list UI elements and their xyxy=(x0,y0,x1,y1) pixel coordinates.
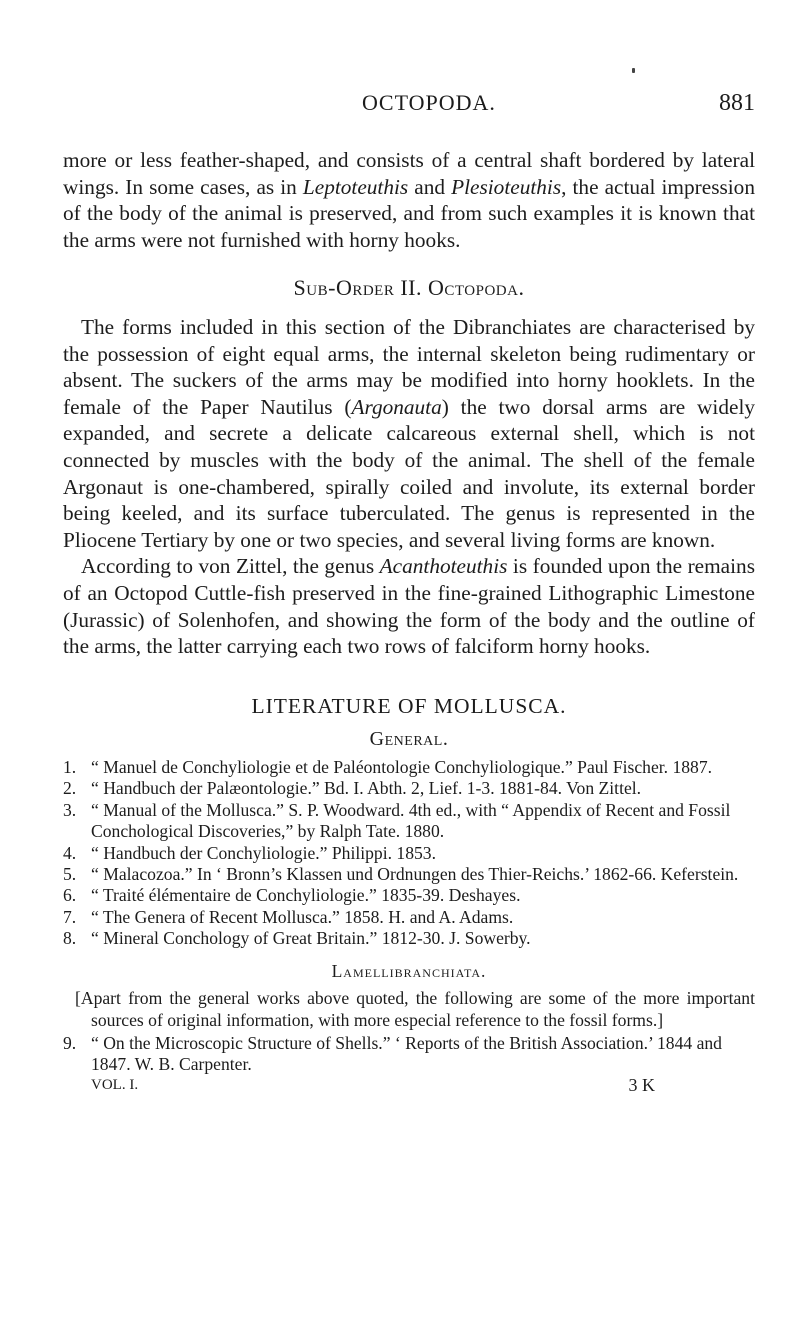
genus-name: Plesioteuthis xyxy=(451,174,562,199)
reference-item xyxy=(63,800,755,843)
text-run: ) the two dorsal arms are widely expanded, and secrete a delicate calcareous external shell, which is not connected by muscles with the body of the animal. The shell of the female Argonaut is one-chambered, spirally coiled and involute, its external border being keeled, and its surface tuberculated. The genus is represented in the Pliocene Tertiary by one or two species, and several living forms are known. xyxy=(63,394,756,552)
lamellibranchiata-note: [Apart from the general works above quoted, the following are some of the more important sources of original information, with more especial reference to the fossil forms.] xyxy=(75,988,755,1030)
general-references xyxy=(63,757,755,950)
reference-text: “ The Genera of Recent Mollusca.” 1858. H. and A. Adams. xyxy=(91,906,514,927)
reference-text: “ Manuel de Conchyliologie et de Paléontologie Conchyliologique.” Paul Fischer. 1887. xyxy=(91,756,713,777)
reference-number: 4. xyxy=(63,842,77,863)
literature-heading: LITERATURE OF MOLLUSCA. xyxy=(251,693,567,718)
suborder-heading: Sub-Order II. Octopoda. xyxy=(293,275,525,301)
reference-text: “ Traité élémentaire de Conchyliologie.” 1835-39. Deshayes. xyxy=(91,885,521,906)
reference-number: 9. xyxy=(63,1032,77,1053)
reference-text: “ Malacozoa.” In ‘ Bronn’s Klassen und Ordnungen des Thier-Reichs.’ 1862-66. Keferstein. xyxy=(91,863,739,884)
reference-number: 3. xyxy=(63,799,77,820)
text-run: more or less feather-shaped, and consists of a central shaft bordered by lateral wings. In some cases, as in xyxy=(63,148,755,199)
reference-text: “ On the Microscopic Structure of Shells.” ‘ Reports of the British Association.’ 1844 and 1847. W. B. Carpenter. xyxy=(91,1032,722,1075)
reference-item xyxy=(63,757,755,778)
running-head: OCTOPODA. xyxy=(362,90,496,115)
reference-text: “ Handbuch der Palæontologie.” Bd. I. Abth. 2, Lief. 1-3. 1881-84. Von Zittel. xyxy=(91,778,642,799)
intro-paragraph xyxy=(63,147,755,253)
page-number: 881 xyxy=(719,90,755,116)
text-run: According to von Zittel, the genus xyxy=(81,554,380,579)
reference-text: “ Manual of the Mollusca.” S. P. Woodward. 4th ed., with “ Appendix of Recent and Fossil Conchological Discoveries,” by Ralph Tate. 1880. xyxy=(91,799,731,842)
genus-name: Leptoteuthis xyxy=(302,174,409,199)
lamellibranchiata-references xyxy=(63,1033,755,1076)
text-run: and xyxy=(408,174,452,199)
text-run: The forms included in this section of the Dibranchiates are characterised by the possession of eight equal arms, the internal skeleton being rudimentary or absent. The suckers of the arms may be modified into horny hooklets. In the female of the Paper Nautilus ( xyxy=(63,314,755,419)
reference-item xyxy=(63,864,755,885)
reference-number: 2. xyxy=(63,778,77,799)
reference-item xyxy=(63,885,755,906)
text-run: is founded upon the remains of an Octopod Cuttle-fish preserved in the fine-grained Lithographic Limestone (Jurassic) of Solenhofen, and showing the form of the body and the outline of the arms, the latter carrying each two rows of falciform horny hooks. xyxy=(63,554,755,659)
reference-number: 8. xyxy=(63,928,77,949)
page-header xyxy=(63,90,755,120)
reference-item xyxy=(63,907,755,928)
genus-name: Acanthoteuthis xyxy=(379,554,508,579)
volume-label: VOL. I. xyxy=(91,1076,139,1093)
reference-number: 6. xyxy=(63,885,77,906)
reference-item xyxy=(63,1033,755,1076)
reference-text: “ Handbuch der Conchyliologie.” Philippi. 1853. xyxy=(91,842,436,863)
page-footer xyxy=(63,1076,755,1094)
signature-mark: 3 K xyxy=(628,1074,655,1095)
reference-item xyxy=(63,843,755,864)
ink-speck xyxy=(632,68,635,73)
text-run: , the actual impression of the body of the animal is preserved, and from such examples it is known that the arms were not furnished with horny hooks. xyxy=(63,174,755,252)
general-heading: General. xyxy=(369,728,449,751)
reference-number: 1. xyxy=(63,756,77,777)
reference-item xyxy=(63,928,755,949)
genus-name: Argonauta xyxy=(351,394,442,419)
reference-text: “ Mineral Conchology of Great Britain.” 1812-30. J. Sowerby. xyxy=(91,928,531,949)
body-text xyxy=(63,147,755,1094)
reference-item xyxy=(63,778,755,799)
octopoda-paragraph xyxy=(63,314,755,553)
reference-number: 7. xyxy=(63,906,77,927)
zittel-paragraph xyxy=(63,553,755,659)
lamellibranchiata-heading: Lamellibranchiata. xyxy=(331,960,487,981)
reference-number: 5. xyxy=(63,863,77,884)
